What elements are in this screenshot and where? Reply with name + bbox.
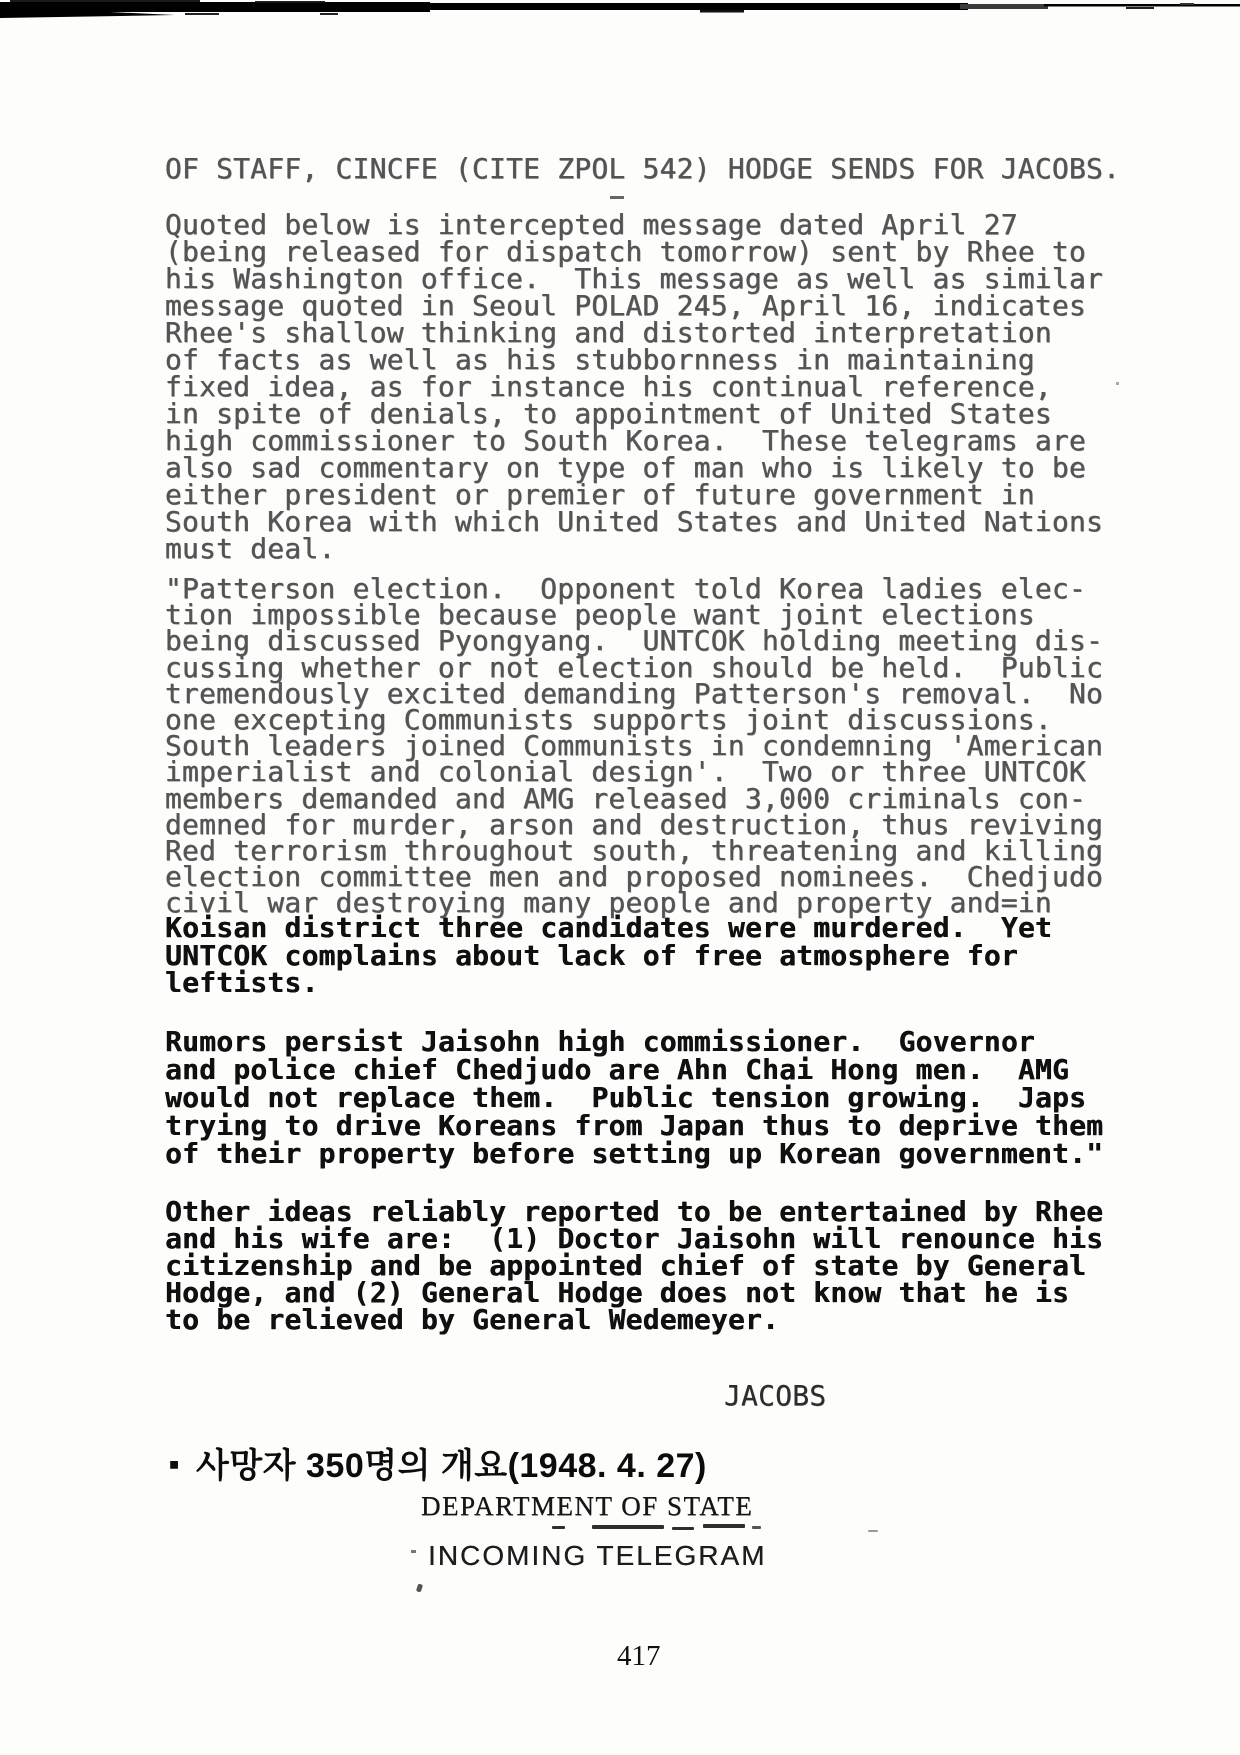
text-line: leftists. <box>165 966 319 999</box>
letterhead-incoming-telegram: INCOMING TELEGRAM <box>428 1540 767 1571</box>
paragraph-2-bold <box>165 911 1052 999</box>
paragraph-3 <box>165 1025 1104 1170</box>
text-line: tremendously excited demanding Patterson's removal. No <box>165 676 1104 710</box>
korean-caption-text: 사망자 350명의 개요(1948. 4. 27) <box>196 1447 707 1485</box>
text-line: also sad commentary on type of man who is likely to be <box>165 451 1087 484</box>
text-line: civil war destroying many people and property and=in <box>165 886 1052 920</box>
square-bullet-icon: ▪ <box>168 1451 181 1475</box>
text-line: Rhee's shallow thinking and distorted interpretation <box>165 316 1052 349</box>
text-line: South leaders joined Communists in condemning 'American <box>165 729 1104 763</box>
text-line: imperialist and colonial design'. Two or three UNTCOK <box>165 755 1087 789</box>
page-number: 417 <box>617 1640 661 1672</box>
text-line: trying to drive Koreans from Japan thus to deprive them <box>165 1109 1104 1142</box>
text-line: Quoted below is intercepted message dated April 27 <box>165 208 1018 241</box>
text-line: members demanded and AMG released 3,000 criminals con- <box>165 781 1087 815</box>
text-line: one excepting Communists supports joint discussions. <box>165 703 1052 737</box>
text-line: "Patterson election. Opponent told Korea ladies elec- <box>165 572 1087 605</box>
text-line: Red terrorism throughout south, threatening and killing <box>165 834 1104 868</box>
text-line: must deal. <box>165 532 336 565</box>
text-line: tion impossible because people want joint elections <box>165 598 1035 632</box>
text-line: to be relieved by General Wedemeyer. <box>165 1303 780 1336</box>
text-line: of their property before setting up Korean government." <box>165 1137 1104 1170</box>
text-line: in spite of denials, to appointment of United States <box>165 397 1052 430</box>
text-line: high commissioner to South Korea. These telegrams are <box>165 424 1087 457</box>
scan-artifact-top-band <box>0 0 1240 24</box>
text-line: Rumors persist Jaisohn high commissioner. Governor <box>165 1025 1035 1058</box>
text-line: election committee men and proposed nominees. Chedjudo <box>165 860 1104 894</box>
letterhead-department: DEPARTMENT OF STATE <box>421 1491 754 1521</box>
telegram-header-line: OF STAFF, CINCFE (CITE ZPOL 542) HODGE SENDS FOR JACOBS. <box>165 152 1121 185</box>
text-line: Koisan district three candidates were murdered. Yet <box>165 911 1052 944</box>
signature: JACOBS <box>724 1379 827 1412</box>
korean-caption <box>168 1438 707 1487</box>
paragraph-2-faded <box>165 572 1104 920</box>
top-band-graphic <box>0 0 1240 24</box>
text-line: Hodge, and (2) General Hodge does not know that he is <box>165 1276 1070 1309</box>
text-line: and his wife are: (1) Doctor Jaisohn will renounce his <box>165 1222 1104 1255</box>
text-line: demned for murder, arson and destruction, thus reviving <box>165 807 1104 841</box>
text-line: fixed idea, as for instance his continual reference, <box>165 370 1052 403</box>
text-line: of facts as well as his stubbornness in maintaining <box>165 343 1035 376</box>
text-line: message quoted in Seoul POLAD 245, April 16, indicates <box>165 289 1087 322</box>
text-line: being discussed Pyongyang. UNTCOK holding meeting dis- <box>165 624 1104 658</box>
text-line: his Washington office. This message as well as similar <box>165 262 1104 295</box>
text-line: citizenship and be appointed chief of state by General <box>165 1249 1087 1282</box>
paragraph-1 <box>165 208 1104 565</box>
text-line: either president or premier of future government in <box>165 478 1035 511</box>
text-line: (being released for dispatch tomorrow) sent by Rhee to <box>165 235 1087 268</box>
text-line: cussing whether or not election should be held. Public <box>165 650 1104 684</box>
text-line: would not replace them. Public tension growing. Japs <box>165 1081 1087 1114</box>
text-line: and police chief Chedjudo are Ahn Chai Hong men. AMG <box>165 1053 1070 1086</box>
paragraph-4 <box>165 1195 1104 1336</box>
text-line: Other ideas reliably reported to be entertained by Rhee <box>165 1195 1104 1228</box>
text-line: South Korea with which United States and United Nations <box>165 505 1104 538</box>
text-line: UNTCOK complains about lack of free atmosphere for <box>165 938 1018 972</box>
